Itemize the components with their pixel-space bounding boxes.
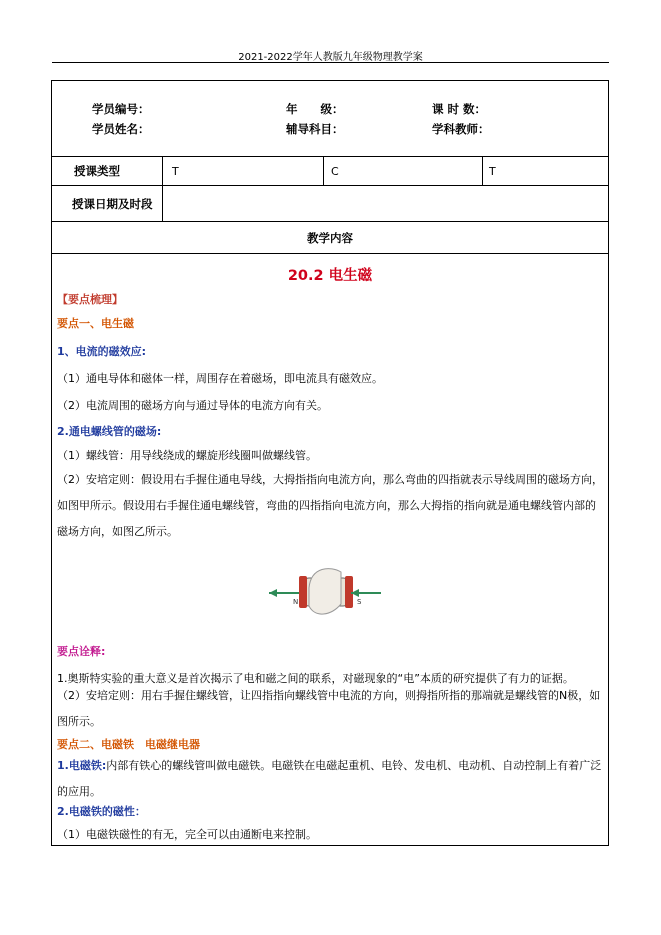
hand-shape — [309, 569, 341, 614]
coil-end-left — [299, 576, 307, 608]
student-no-label: 学员编号： — [92, 102, 150, 116]
ex-line1: 1.奥斯特实验的重大意义是首次揭示了电和磁之间的联系，对磁现象的“电”本质的研究提供了有力的证据。 — [57, 672, 574, 685]
p1-line3: （1）螺线管：用导线绕成的螺旋形线圈叫做螺线管。 — [57, 449, 317, 462]
course-type-label: 授课类型 — [74, 164, 120, 178]
course-date-label: 授课日期及时段 — [72, 197, 153, 211]
point-one-heading: 要点一、电生磁 — [57, 317, 134, 330]
page-header: 2021-2022学年人教版九年级物理教学案 — [238, 52, 423, 63]
course-type-c: C — [331, 165, 339, 178]
p1-line2: （2）电流周围的磁场方向与通过导体的电流方向有关。 — [57, 399, 328, 412]
p1-line4: （2）安培定则：假设用右手握住通电导线，大拇指指向电流方向，那么弯曲的四指就表示导线周围的磁场方向，如图甲所示。假设用右手握住通电螺线管，弯曲的四指指向电流方向，那么大拇指的指向就是通电螺线管内部的磁场方向，如图乙所示。 — [57, 473, 603, 538]
solenoid-figure — [265, 558, 385, 628]
col-divider — [323, 156, 324, 185]
lesson-table — [51, 80, 609, 846]
summary-tag: 【要点梳理】 — [57, 293, 123, 306]
grade-label: 年 级： — [286, 102, 344, 116]
doc-title: 20.2 电生磁 — [287, 268, 373, 284]
s-pole-label: S — [357, 598, 362, 606]
explain-tag: 要点诠释: — [57, 645, 106, 658]
n-pole-label: N — [293, 598, 299, 606]
row-divider — [52, 253, 608, 254]
student-name-label: 学员姓名： — [92, 122, 150, 136]
hours-label: 课 时 数： — [432, 102, 487, 116]
p2-line1 — [57, 753, 605, 805]
point-two-heading: 要点二、电磁铁 电磁继电器 — [57, 738, 200, 751]
row-divider — [52, 185, 608, 186]
row-divider — [52, 156, 608, 157]
p1-line1: （1）通电导体和磁体一样，周围存在着磁场，即电流具有磁效应。 — [57, 372, 383, 385]
p1-sub1: 1、电流的磁效应: — [57, 345, 147, 358]
p1-sub2: 2.通电螺线管的磁场: — [57, 425, 162, 438]
p2-sub2: 2.电磁铁的磁性： — [57, 805, 146, 818]
arrow-head-icon — [269, 589, 277, 597]
ex-line2: （2）安培定则：用右手握住螺线管，让四指指向螺线管中电流的方向，则拇指所指的那端就是螺线管的N极，如图所示。 — [57, 689, 601, 728]
col-divider — [482, 156, 483, 185]
row-divider — [52, 221, 608, 222]
teacher-label: 学科教师： — [432, 122, 490, 136]
course-type-t2: T — [489, 165, 496, 178]
subject-label: 辅导科目： — [286, 122, 344, 136]
col-divider — [162, 156, 163, 221]
header-rule — [52, 62, 609, 63]
p2-line2: （1）电磁铁磁性的有无，完全可以由通断电来控制。 — [57, 828, 317, 841]
p2-sub1: 1.电磁铁: — [57, 759, 107, 772]
teach-content-heading: 教学内容 — [307, 231, 353, 245]
course-type-t1: T — [172, 165, 179, 178]
p2-line1-text: 内部有铁心的螺线管叫做电磁铁。电磁铁在电磁起重机、电铃、发电机、电动机、自动控制上有着广泛的应用。 — [57, 759, 602, 798]
